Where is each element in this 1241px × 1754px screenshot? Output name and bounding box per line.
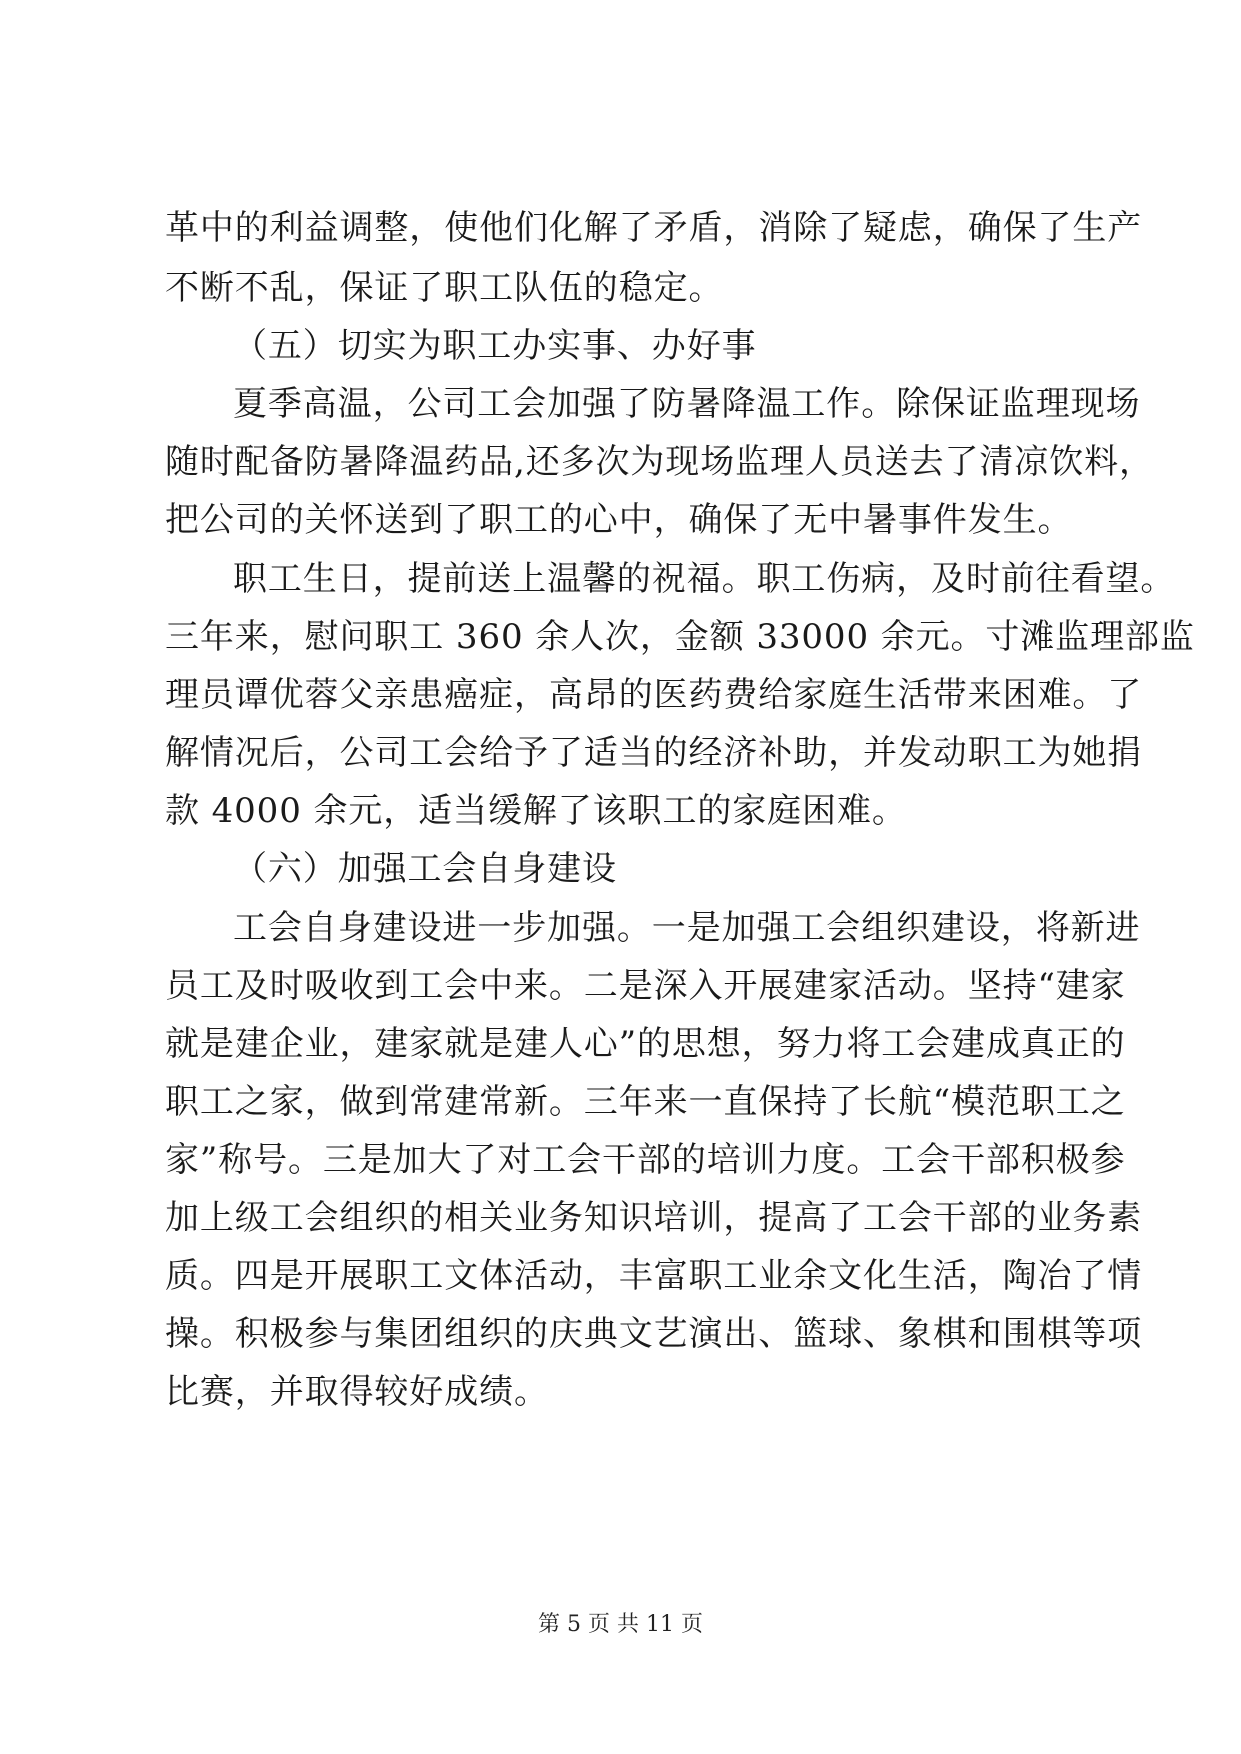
- body-text-line: 家”称号。三是加大了对工会干部的培训力度。工会干部积极参: [165, 1140, 1126, 1180]
- body-text-line: 不断不乱，保证了职工队伍的稳定。: [165, 268, 724, 308]
- body-text-line: 就是建企业，建家就是建人心”的思想，努力将工会建成真正的: [165, 1024, 1126, 1064]
- body-text-line: 三年来，慰问职工 360 余人次，金额 33000 余元。寸滩监理部监: [165, 617, 1195, 657]
- body-text-line: 理员谭优蓉父亲患癌症，高昂的医药费给家庭生活带来困难。了: [165, 675, 1143, 715]
- body-text-line: 比赛，并取得较好成绩。: [165, 1372, 549, 1412]
- body-text-line: 把公司的关怀送到了职工的心中，确保了无中暑事件发生。: [165, 500, 1073, 540]
- body-text-line: 解情况后，公司工会给予了适当的经济补助，并发动职工为她捐: [165, 733, 1143, 773]
- body-text-line: 随时配备防暑降温药品,还多次为现场监理人员送去了清凉饮料，: [165, 442, 1154, 482]
- body-text-line: 加上级工会组织的相关业务知识培训，提高了工会干部的业务素: [165, 1198, 1143, 1238]
- page-number-footer: 第 5 页 共 11 页: [538, 1612, 703, 1637]
- section-heading-6: （六）加强工会自身建设: [233, 849, 617, 889]
- body-text-line: 职工之家，做到常建常新。三年来一直保持了长航“模范职工之: [165, 1082, 1126, 1122]
- body-text-line: 革中的利益调整，使他们化解了矛盾，消除了疑虑，确保了生产: [165, 208, 1143, 248]
- body-text-line: 工会自身建设进一步加强。一是加强工会组织建设，将新进: [233, 908, 1141, 948]
- body-text-line: 员工及时吸收到工会中来。二是深入开展建家活动。坚持“建家: [165, 966, 1126, 1006]
- body-text-line: 质。四是开展职工文体活动，丰富职工业余文化生活，陶冶了情: [165, 1256, 1143, 1296]
- body-text-line: 操。积极参与集团组织的庆典文艺演出、篮球、象棋和围棋等项: [165, 1314, 1143, 1354]
- body-text-line: 款 4000 余元，适当缓解了该职工的家庭困难。: [165, 791, 907, 831]
- body-text-line: 职工生日，提前送上温馨的祝福。职工伤病，及时前往看望。: [233, 559, 1176, 599]
- body-text-line: 夏季高温，公司工会加强了防暑降温工作。除保证监理现场: [233, 384, 1141, 424]
- section-heading-5: （五）切实为职工办实事、办好事: [233, 326, 757, 366]
